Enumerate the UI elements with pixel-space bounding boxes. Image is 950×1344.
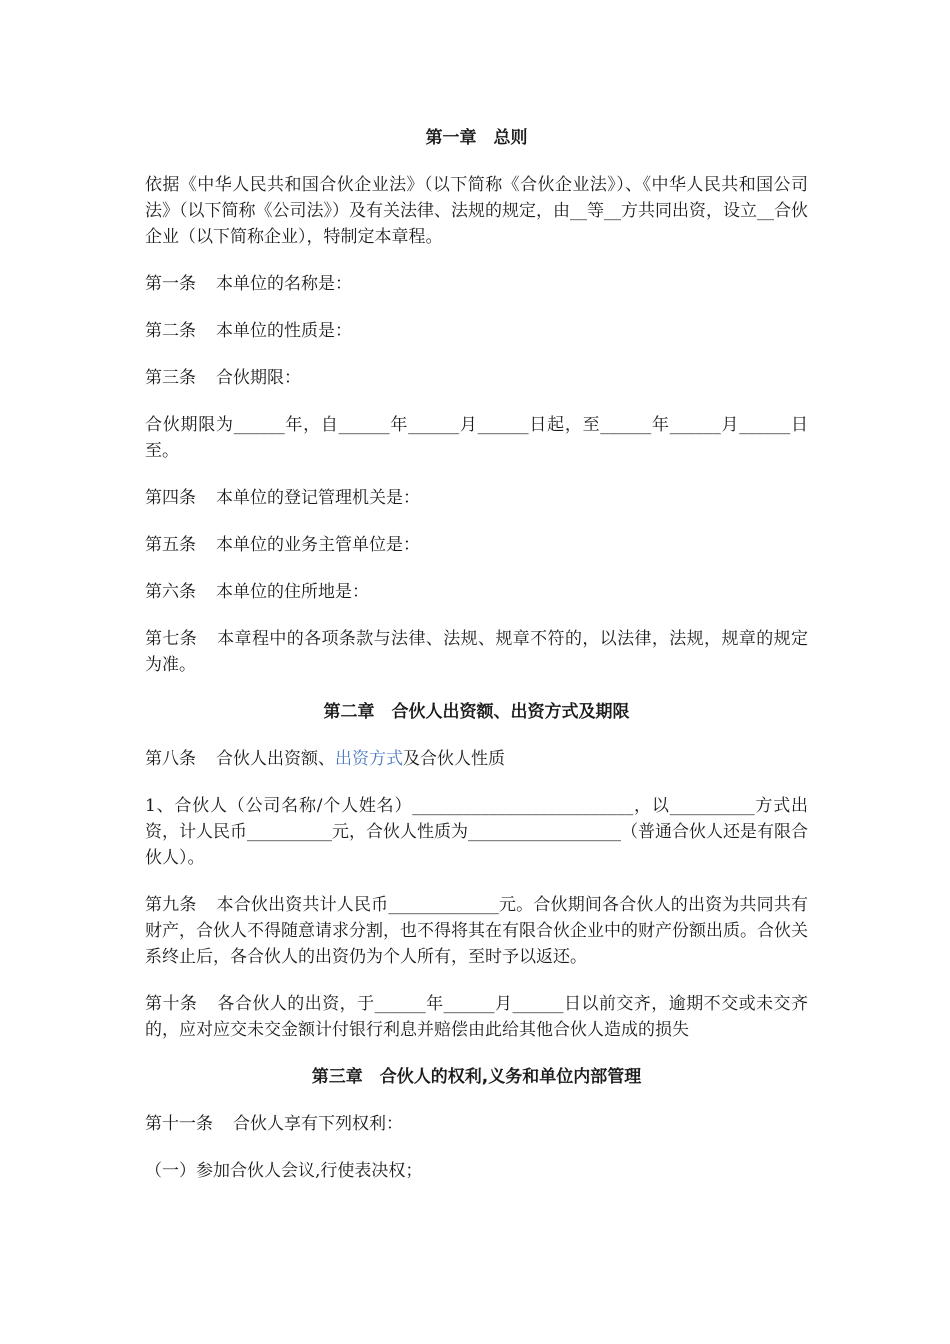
article-6 [145,579,808,605]
article-9 [145,892,808,970]
article-number: 第十条 [145,994,198,1014]
partnership-term-paragraph: 合伙期限为______年，自______年______月______日起，至______年______月______日至。 [145,415,808,461]
preamble-paragraph: 依据《中华人民共和国合伙企业法》（以下简称《合伙企业法》）、《中华人民共和国公司法》（以下简称《公司法》）及有关法律、法规的规定，由__等__方共同出资，设立__合伙企业（以下简称企业），特制定本章程。 [145,175,808,247]
document-page [145,125,808,1205]
article-text: 合伙人享有下列权利： [233,1114,403,1134]
article-11 [145,1111,808,1137]
article-7 [145,626,808,678]
article-text: 本单位的名称是： [216,274,352,294]
article-number: 第五条 [145,535,196,555]
chapter-3-title: 第三章 合伙人的权利,义务和单位内部管理 [311,1067,642,1087]
article-text-after: 及合伙人性质 [403,749,505,769]
article-2 [145,318,808,344]
article-3 [145,365,808,391]
chapter-2-title: 第二章 合伙人出资额、出资方式及期限 [323,702,630,722]
article-number: 第九条 [145,895,197,915]
article-text: 本单位的性质是： [216,321,352,341]
article-number: 第四条 [145,488,196,508]
article-text: 合伙期限： [216,368,301,388]
contribution-method-link[interactable]: 出资方式 [335,749,403,769]
article-8 [145,746,808,772]
article-text: 本合伙出资共计人民币_____________元。合伙期间各合伙人的出资为共同共有财产，合伙人不得随意请求分割，也不得将其在有限合伙企业中的财产份额出质。合伙关系终止后，各合伙人的出资仍为个人所有，至时予以返还。 [145,895,809,967]
article-10 [145,991,808,1043]
article-text: 本单位的住所地是： [216,582,369,602]
article-number: 第十一条 [145,1114,213,1134]
article-number: 第七条 [145,629,198,649]
chapter-1-title: 第一章 总则 [425,128,528,148]
article-text: 本单位的登记管理机关是： [216,488,420,508]
right-item-1: （一）参加合伙人会议,行使表决权； [145,1161,423,1181]
article-text: 各合伙人的出资，于______年______月______日以前交齐，逾期不交或未交齐的，应对应交未交金额计付银行利息并赔偿由此给其他合伙人造成的损失 [145,994,809,1040]
article-text: 本单位的业务主管单位是： [216,535,420,555]
article-5 [145,532,808,558]
article-4 [145,485,808,511]
article-text-before: 合伙人出资额、 [216,749,335,769]
article-number: 第六条 [145,582,196,602]
article-number: 第八条 [145,749,196,769]
article-number: 第一条 [145,274,196,294]
partner-1-paragraph: 1、合伙人（公司名称/个人姓名）__________________________，以__________方式出资，计人民币__________元，合伙人性质为__________________（普通合伙人还是有限合伙人）。 [145,796,808,868]
article-1 [145,271,808,297]
article-number: 第二条 [145,321,196,341]
article-number: 第三条 [145,368,196,388]
article-text: 本章程中的各项条款与法律、法规、规章不符的，以法律，法规，规章的规定为准。 [145,629,809,675]
